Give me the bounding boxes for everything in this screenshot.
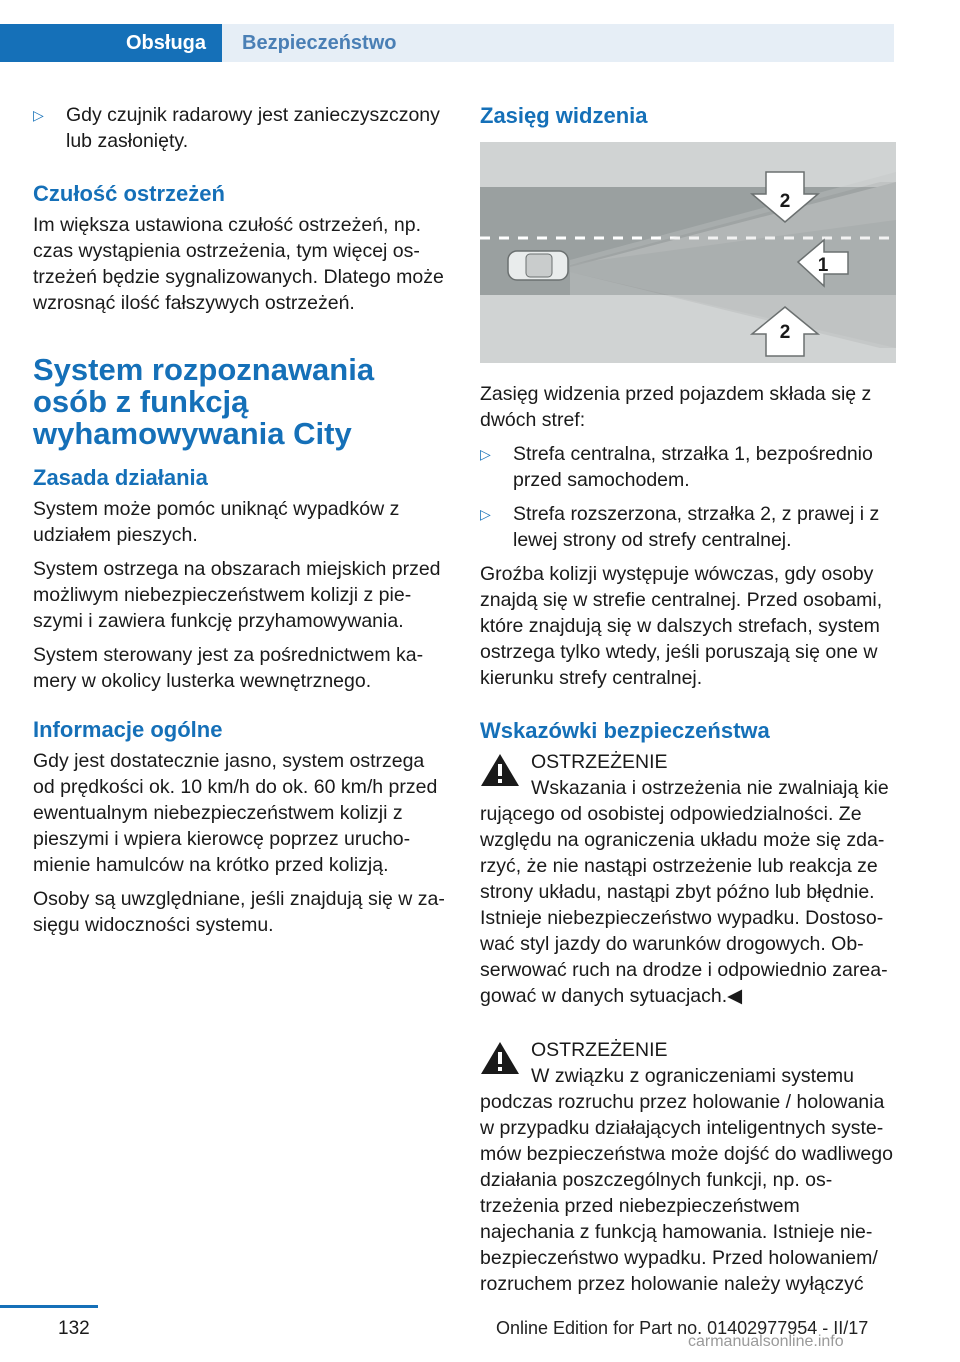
- paragraph: Osoby są uwzględniane, jeśli znajdują się w zasięgu widoczności systemu.: [33, 888, 445, 936]
- warning-block: [480, 1037, 896, 1297]
- bullet-text: Strefa centralna, strzałka 1, bezpośrednio przed samochodem.: [513, 443, 873, 491]
- warning-text-first-line: W związku z ograniczeniami systemu: [531, 1065, 854, 1087]
- section-title-safety: Wskazówki bezpieczeństwa: [480, 718, 770, 743]
- left-column: [33, 102, 447, 946]
- warning-label: OSTRZEŻENIE: [531, 751, 668, 773]
- arrow-label-2: 2: [779, 322, 791, 343]
- bullet-text: Strefa rozszerzona, strzałka 2, z prawej i z lewej strony od strefy centralnej.: [513, 503, 880, 551]
- paragraph: System może pomóc uniknąć wypadków z udziałem pieszych.: [33, 498, 400, 546]
- arrow-label-2: 2: [779, 191, 791, 212]
- list-item: [480, 441, 896, 493]
- list-item: [480, 501, 896, 553]
- triangle-bullet-icon: ▷: [480, 446, 491, 462]
- paragraph: Gdy jest dostatecznie jasno, system ostrzega od prędkości ok. 10 km/h do ok. 60 km/h przed ewentualnym niebezpieczeństwem kolizji z pieszymi i wpiera kierowcę poprzez uruchomienie hamulców na krótko przed kolizją.: [33, 750, 438, 876]
- warning-triangle-icon: [480, 753, 520, 787]
- triangle-bullet-icon: ▷: [33, 107, 44, 123]
- arrow-label-1: 1: [817, 255, 829, 276]
- paragraph: System ostrzega na obszarach miejskich przed możliwym niebezpieczeństwem kolizji z pieszymi i zawiera funkcję przyhamowywania.: [33, 558, 441, 632]
- warning-label: OSTRZEŻENIE: [531, 1039, 668, 1061]
- warning-triangle-icon: [480, 1041, 520, 1075]
- warning-block: [480, 749, 896, 1009]
- chapter-title: System rozpoznawania osób z funkcją wyhamowywania City: [33, 352, 375, 451]
- bullet-text: Gdy czujnik radarowy jest zanieczyszczony lub zasłonięty.: [66, 104, 440, 152]
- section-title-range: Zasięg widzenia: [480, 103, 648, 128]
- range-diagram: [480, 142, 896, 363]
- triangle-bullet-icon: ▷: [480, 506, 491, 522]
- section-title-general: Informacje ogólne: [33, 717, 223, 742]
- page-number: 132: [58, 1318, 90, 1339]
- list-item: [33, 102, 447, 154]
- range-diagram-svg: [480, 142, 896, 363]
- warning-text-first-line: Wskazania i ostrzeżenia nie zwalniają kie: [531, 777, 889, 799]
- paragraph: Zasięg widzenia przed pojazdem składa się z dwóch stref:: [480, 383, 872, 431]
- warning-text: podczas rozruchu przez holowanie / holowania w przypadku działających inteligentnych systemów bezpieczeństwa może dojść do wadliwego działania poszczególnych funkcji, np. ostrzeżenia przed niebezpieczeństwem najechania z funkcją hamowania. Istnieje niebezpieczeństwo wypadku. Przed holowaniem/ rozruchem przez holowanie należy wyłączyć: [480, 1091, 893, 1295]
- paragraph: Groźba kolizji występuje wówczas, gdy osoby znajdą się w strefie centralnej. Przed osobami, które znajdują się w dalszych strefach, system ostrzega tylko wtedy, jeśli poruszają się one w kierunku strefy centralnej.: [480, 563, 883, 689]
- header-bar: [0, 0, 960, 62]
- tab-bezpieczenstwo[interactable]: Bezpieczeństwo: [222, 24, 894, 62]
- tab-obsluga[interactable]: Obsługa: [0, 24, 222, 62]
- section-title-principle: Zasada działania: [33, 465, 208, 490]
- section-title-sensitivity: Czułość ostrzeżeń: [33, 181, 225, 206]
- right-column: [480, 102, 896, 1305]
- paragraph: System sterowany jest za pośrednictwem kamery w okolicy lusterka wewnętrznego.: [33, 644, 424, 692]
- watermark: carmanualsonline.info: [688, 1333, 844, 1350]
- footer-divider: [0, 1305, 98, 1308]
- warning-text: rującego od osobistej odpowiedzialności. Ze względu na ograniczenia układu może się zdarzyć, że nie nastąpi ostrzeżenie lub reakcja ze strony układu, nastąpi zbyt późno lub błędnie. Istnieje niebezpieczeństwo wypadku. Dostosować styl jazdy do warunków drogowych. Obserwować ruch na drodze i odpowiednio zareagować w danych sytuacjach.◀: [480, 803, 888, 1007]
- paragraph: Im większa ustawiona czułość ostrzeżeń, np. czas wystąpienia ostrzeżenia, tym więcej ostrzeżeń będzie sygnalizowanych. Dlatego może wzrosnąć ilość fałszywych ostrzeżeń.: [33, 214, 444, 314]
- edition-text: Online Edition for Part no. 01402977954 - II/17: [496, 1318, 869, 1338]
